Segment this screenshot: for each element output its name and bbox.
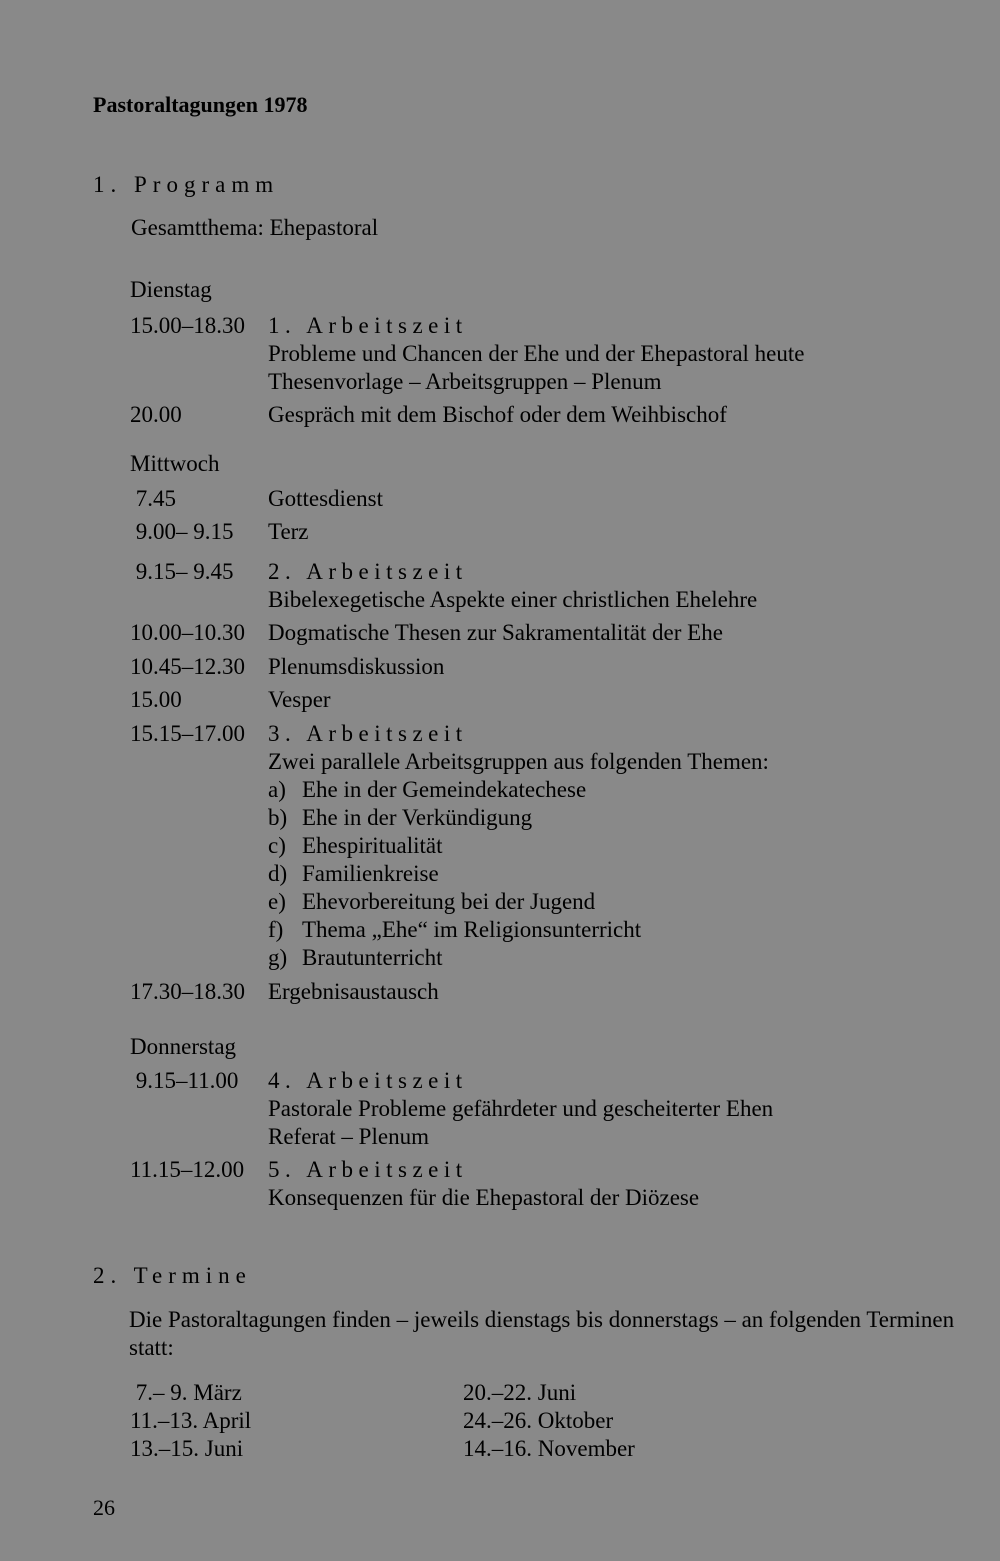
schedule-entry: [130, 619, 980, 647]
entry-time: 11.15–12.00: [130, 1157, 245, 1182]
entry-title: 2. Arbeitszeit: [268, 559, 468, 584]
list-item-letter: d): [268, 861, 288, 886]
list-item-letter: f): [268, 917, 284, 942]
entry-line: Probleme und Chancen der Ehe und der Ehepastoral heute: [268, 341, 805, 366]
schedule-entry: [130, 653, 980, 681]
date-item: 11.–13. April: [130, 1408, 252, 1433]
entry-time: 9.00– 9.15: [130, 519, 234, 544]
schedule-entry: [130, 518, 980, 546]
date-item: 14.–16. November: [463, 1436, 635, 1461]
list-item-letter: a): [268, 777, 286, 802]
schedule-entry: [130, 686, 980, 714]
date-item: 24.–26. Oktober: [463, 1408, 614, 1433]
day-heading-donnerstag: Donnerstag: [130, 1034, 237, 1059]
list-item: [268, 916, 980, 944]
entry-time: 20.00: [130, 402, 182, 427]
section-heading-termine: 2. Termine: [93, 1263, 252, 1288]
day-heading-mittwoch: Mittwoch: [130, 451, 220, 476]
entry-line: Thesenvorlage – Arbeitsgruppen – Plenum: [268, 369, 662, 394]
entry-time: 10.00–10.30: [130, 620, 245, 645]
list-item-text: Ehe in der Gemeindekatechese: [302, 777, 587, 802]
entry-line: Gespräch mit dem Bischof oder dem Weihbischof: [268, 402, 727, 427]
dates-intro: Die Pastoraltagungen finden – jeweils dienstags bis donnerstags – an folgenden Terminen statt:: [129, 1307, 955, 1360]
entry-line: Ergebnisaustausch: [268, 979, 439, 1004]
dates-column-right: [463, 1379, 635, 1463]
date-item: 7.– 9. März: [130, 1380, 242, 1405]
schedule-entry: [130, 312, 980, 396]
list-item-text: Ehe in der Verkündigung: [302, 805, 533, 830]
dates-column-left: [130, 1379, 251, 1463]
list-item-letter: b): [268, 805, 288, 830]
entry-line: Dogmatische Thesen zur Sakramentalität der Ehe: [268, 620, 723, 645]
list-item-letter: c): [268, 833, 286, 858]
entry-line: Zwei parallele Arbeitsgruppen aus folgenden Themen:: [268, 749, 769, 774]
overall-theme: Gesamtthema: Ehepastoral: [131, 215, 379, 240]
list-item-text: Ehespiritualität: [302, 833, 443, 858]
schedule-entry: [130, 720, 980, 972]
entry-title: 4. Arbeitszeit: [268, 1068, 468, 1093]
list-item: [268, 860, 980, 888]
schedule-entry: [130, 485, 980, 513]
entry-title: 5. Arbeitszeit: [268, 1157, 468, 1182]
entry-line: Gottesdienst: [268, 486, 383, 511]
entry-time: 17.30–18.30: [130, 979, 245, 1004]
list-item-text: Brautunterricht: [302, 945, 443, 970]
entry-line: Konsequenzen für die Ehepastoral der Diözese: [268, 1185, 700, 1210]
list-item: [268, 888, 980, 916]
schedule-entry: [130, 1067, 980, 1151]
entry-line: Plenumsdiskussion: [268, 654, 445, 679]
list-item: [268, 832, 980, 860]
entry-time: 15.15–17.00: [130, 721, 245, 746]
list-item: [268, 804, 980, 832]
page-title: Pastoraltagungen 1978: [93, 92, 308, 117]
entry-line: Referat – Plenum: [268, 1124, 429, 1149]
list-item: [268, 776, 980, 804]
date-item: 20.–22. Juni: [463, 1380, 577, 1405]
entry-line: Terz: [268, 519, 309, 544]
list-item: [268, 944, 980, 972]
schedule-entry: [130, 978, 980, 1006]
list-item-text: Familienkreise: [302, 861, 439, 886]
entry-line: Vesper: [268, 687, 331, 712]
entry-time: 15.00–18.30: [130, 313, 245, 338]
section-heading-programm: 1. Programm: [93, 172, 280, 197]
entry-time: 10.45–12.30: [130, 654, 245, 679]
schedule-entry: [130, 1156, 980, 1212]
list-item-letter: g): [268, 945, 288, 970]
list-item-letter: e): [268, 889, 286, 914]
entry-title: 1. Arbeitszeit: [268, 313, 468, 338]
entry-time: 9.15–11.00: [130, 1068, 239, 1093]
entry-title: 3. Arbeitszeit: [268, 721, 468, 746]
schedule-entry: [130, 558, 980, 614]
entry-time: 7.45: [130, 486, 176, 511]
entry-line: Pastorale Probleme gefährdeter und gescheiterter Ehen: [268, 1096, 774, 1121]
entry-time: 15.00: [130, 687, 182, 712]
day-heading-dienstag: Dienstag: [130, 277, 212, 302]
date-item: 13.–15. Juni: [130, 1436, 244, 1461]
list-item-text: Ehevorbereitung bei der Jugend: [302, 889, 596, 914]
list-item-text: Thema „Ehe“ im Religionsunterricht: [302, 917, 642, 942]
entry-time: 9.15– 9.45: [130, 559, 234, 584]
entry-line: Bibelexegetische Aspekte einer christlichen Ehelehre: [268, 587, 758, 612]
page-number: 26: [93, 1495, 115, 1520]
schedule-entry: [130, 401, 980, 429]
